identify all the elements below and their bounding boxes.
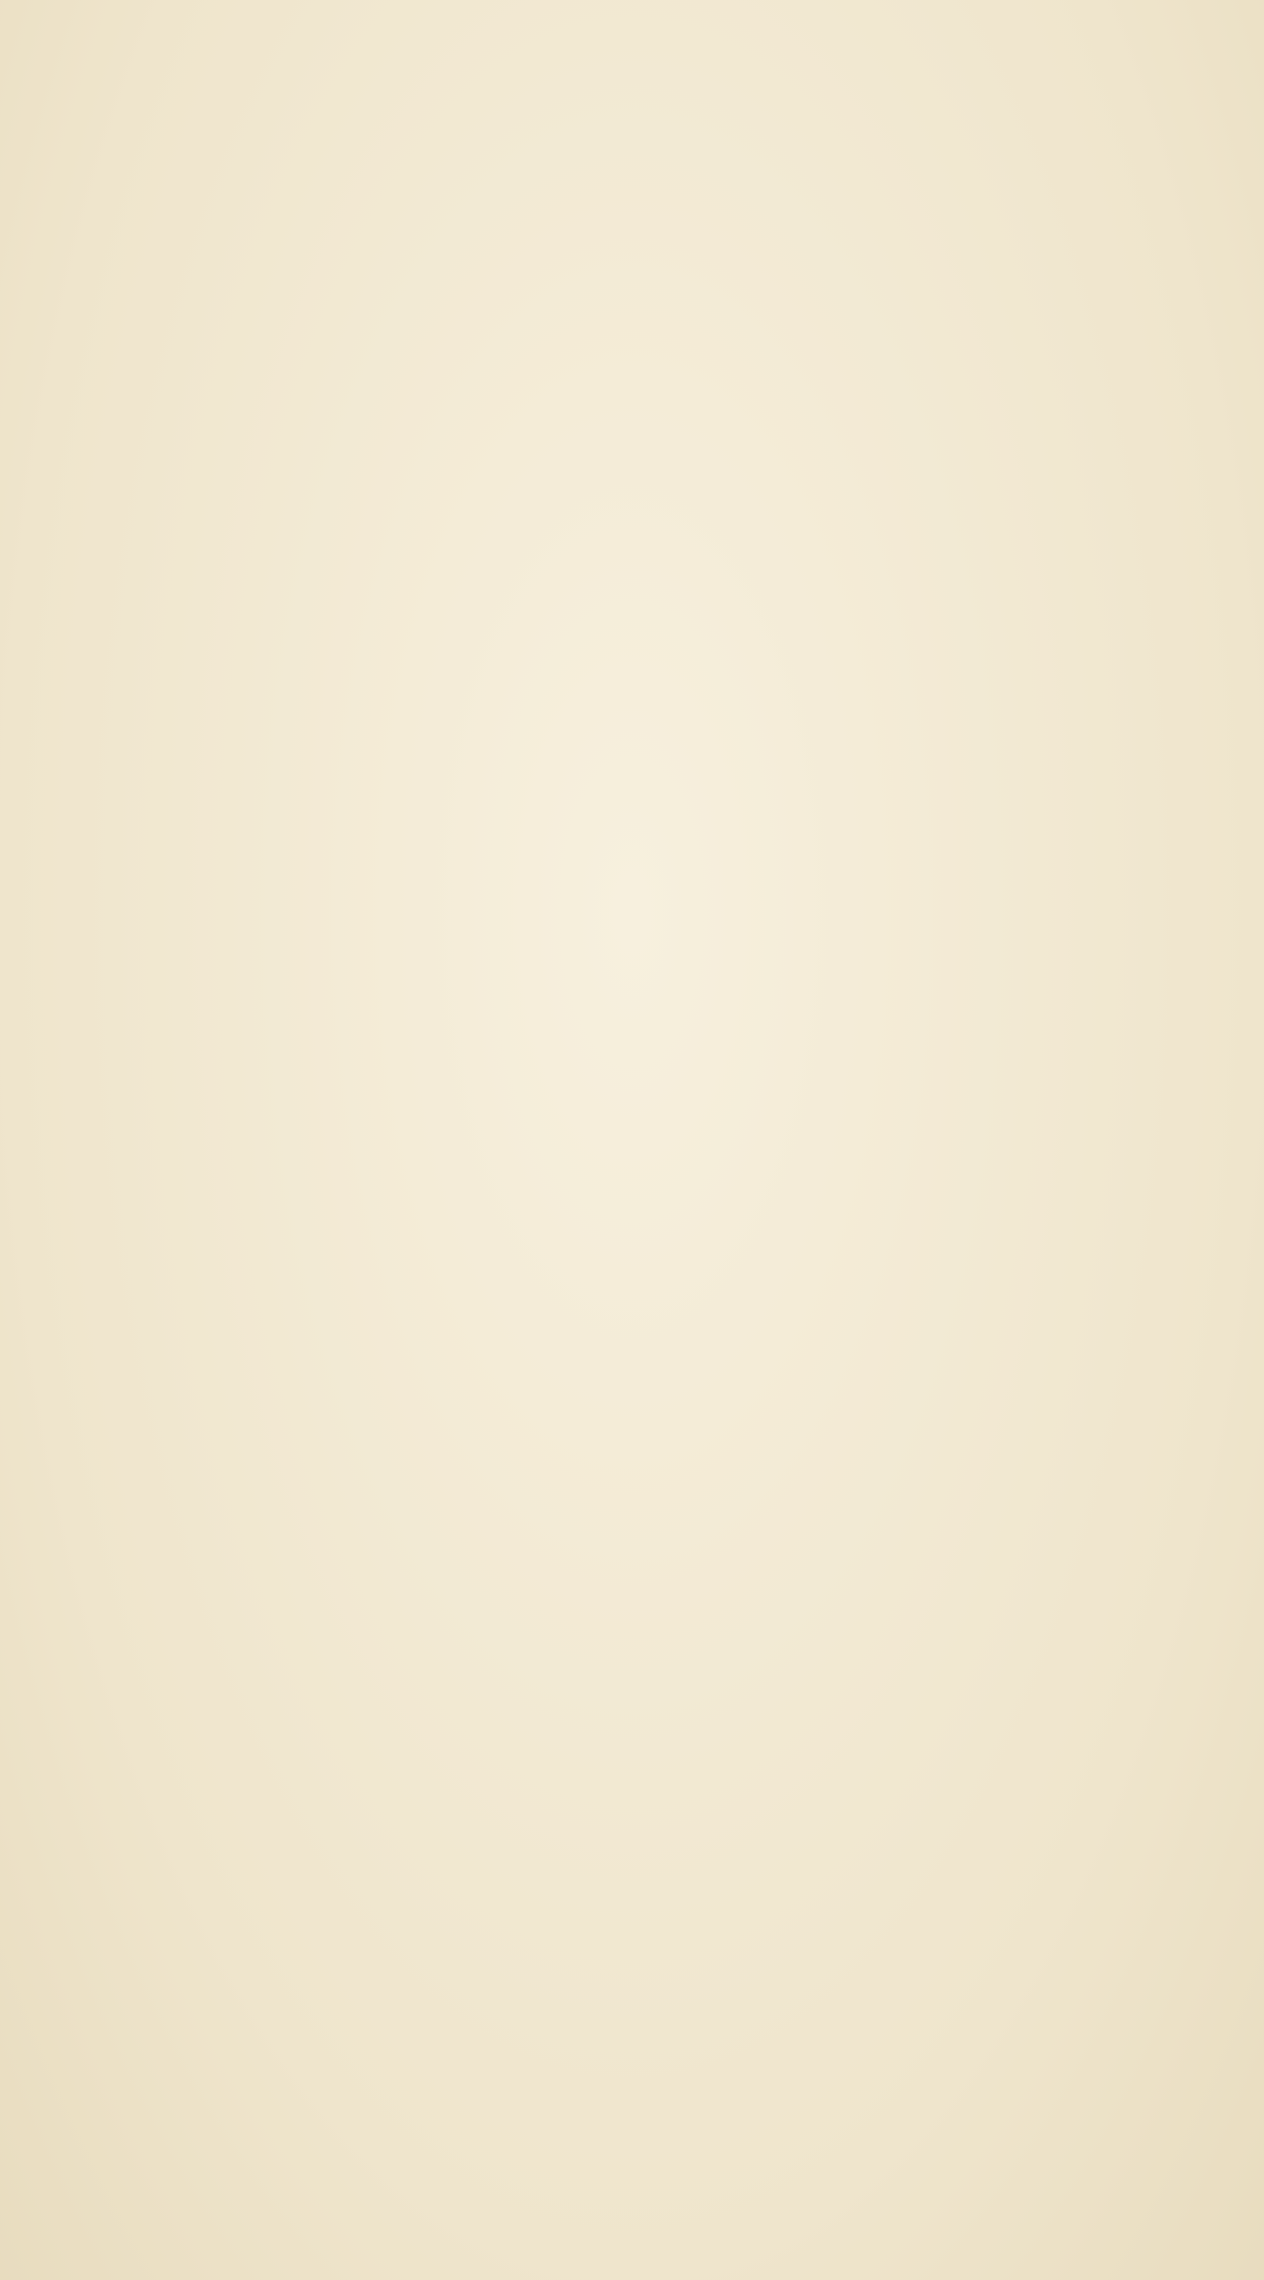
column-header-row <box>30 138 1210 188</box>
